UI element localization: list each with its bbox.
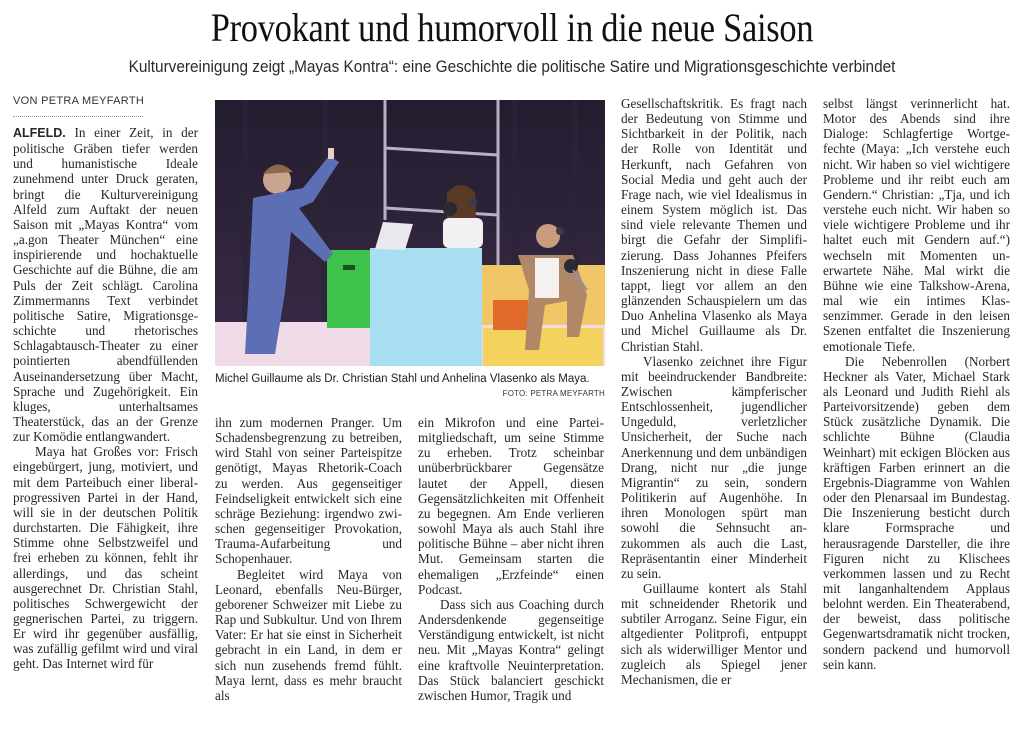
stage-photo-illustration	[215, 100, 605, 366]
photo-credit: FOTO: PETRA MEYFARTH	[502, 389, 605, 398]
article-column-4	[621, 96, 807, 687]
paragraph: Gesellschaftskritik. Es fragt nach der Bedeutung von Stimme und Sichtbarkeit in der Politik, nach der Rolle von Identität und Herkunft, nach Gefahren von Social Media und geht auch der Frage nach, wie viel Idealismus in einem System möglich ist. Das sind viele relevante Themen und birgt die Gefahr der Simplifizierung. Dass Johannes Pfeifers Inszenierung nicht in diese Falle tappt, liegt vor allem an den glänzenden Schauspielern um das Duo Anhelina Vlasenko als Maya und Michel Guillaume als Dr. Christian Stahl.	[621, 96, 807, 354]
article-column-1	[13, 125, 198, 672]
paragraph: Begleitet wird Maya von Leonard, ebenfalls Neu-Bürger, geborener Schweizer mit Liebe zu Rap und Subkultur. Und von Ihrem Vater: Er hat sie einst in Sicherheit gebracht in ein Land, in dem er sich nun zusehends fremd fühlt. Maya lernt, dass es mehr braucht als	[215, 566, 402, 703]
byline-divider	[13, 116, 143, 117]
paragraph: selbst längst verinnerlicht hat. Motor des Abends sind ihre Dialoge: Schlagfertige Wortgefechte (Maya: „Ich verstehe euch nicht. Wir haben so viel wichtigere Probleme und ihr reibt euch am Gendern.“ Christian: „Tja, und ich verstehe euch nicht. Wir haben so viele wichtigere Probleme und ihr haltet euch mit Gendern auf.“) wechseln mit Momenten unerwartete Nähe. Mal wirkt die Bühne wie eine Talkshow-Arena, mal wie ein intimes Klassenzimmer. Gerade in den leisen Szenen entfaltet die Inszenierung emotionale Tiefe.	[823, 96, 1010, 354]
caption-text: Michel Guillaume als Dr. Christian Stahl und Anhelina Vlasenko als Maya.	[215, 373, 590, 385]
paragraph: Vlasenko zeichnet ihre Figur mit beeindruckender Bandbreite: Zwischen kämpferischer Entschlossenheit, jugendlicher Ungeduld, verletzlicher Unsicherheit, der Suche nach Anerkennung und dem unbändigen Drang, nicht nur „die junge Migrantin“ zu sein, sondern Politikerin auf Augenhöhe. In ihren Monologen spürt man sowohl die Sehnsucht anzukommen als auch die Last, Repräsentantin einer Minderheit zu sein.	[621, 353, 807, 581]
article-column-2	[215, 415, 402, 703]
photo-caption	[215, 372, 605, 398]
dateline: ALFELD.	[13, 126, 66, 140]
paragraph: Dass sich aus Coaching durch Andersdenkende gegenseitige Verständigung entwickelt, ist nicht neu. Mit „Mayas Kontra“ gelingt eine kraftvolle Neuinterpretation. Das Stück balanciert geschickt zwischen Humor, Tragik und	[418, 596, 604, 703]
paragraph: ein Mikrofon und eine Parteimitgliedschaft, um seine Stimme zu erheben. Trotz scheinbar unüberbrückbarer Gegensätze lautet der Appell, diesen Gegensätzlichkeiten mit Offenheit zu begegnen. Am Ende verlieren sowohl Maya als auch Stahl ihre politische Bühne – aber nicht ihren Mut. Gemeinsam starten die ehemaligen „Erzfeinde“ einen Podcast.	[418, 415, 604, 597]
paragraph	[13, 125, 198, 444]
headline: Provokant und humorvoll in die neue Saison	[210, 5, 814, 50]
subheadline: Kulturvereinigung zeigt „Mayas Kontra“: eine Geschichte die politische Satire und Migrationsgeschichte verbindet	[128, 58, 896, 76]
article-column-3	[418, 415, 604, 703]
article-column-5	[823, 96, 1010, 672]
stage-photo	[215, 100, 605, 366]
paragraph-text: In einer Zeit, in der politische Gräben tiefer werden und humanistische Ideale zunehmend unter Druck geraten, bringt die Kulturvereinigung Alfeld zum Auftakt der neuen Saison mit „Mayas Kontra“ vom „a.gon Theater München“ eine inspirierende und hochaktuelle Geschichte auf die Bühne, die am Puls der Zeit schlägt. Carolina Zimmermanns Text verbindet politische Satire, Migrationsgeschichte und rhetorisches Schlagabtausch-Theater zu einer pointierten abendfüllenden Auseinandersetzung über Macht, Sprache und Zugehörigkeit. Ein kluges, unterhaltsames Theaterstück, das an der Grenze zur Komödie entlangwandert.	[13, 125, 198, 445]
byline: VON PETRA MEYFARTH	[13, 95, 145, 107]
paragraph: ihn zum modernen Pranger. Um Schadensbegrenzung zu betreiben, wird Stahl von seiner Parteispitze genötigt, Mayas Rhetorik-Coach zu werden. Aus gegenseitiger Feindseligkeit entwickelt sich eine schräge Beziehung: irgendwo zwischen gegenseitiger Provokation, Trauma-Aufarbeitung und Schopenhauer.	[215, 415, 402, 567]
paragraph: Guillaume kontert als Stahl mit schneidender Rhetorik und subtiler Arroganz. Seine Figur, ein altgedienter Politprofi, entpuppt sich als widerwilliger Mentor und zugleich als Spiegel jener Mechanismen, die er	[621, 581, 807, 687]
paragraph: Die Nebenrollen (Norbert Heckner als Vater, Michael Stark als Leonard und Judith Riehl als Parteivorsitzende) geben dem Stück zusätzliche Dynamik. Die schlichte Bühne (Claudia Weinhart) mit eckigen Blöcken aus kräftigen Farben erinnert an die Ergebnis-Diagramme von Wahlen oder den Plenarsaal im Bundestag. Die Inszenierung besticht durch klare Formsprache und herausragende Darsteller, die ihre Figuren nicht zu Klischees verkommen lassen und zu Recht mit langanhaltendem Applaus belohnt werden. Ein Theaterabend, der beweist, dass politische Gegenwartsdramatik nicht trocken, sondern packend und humorvoll sein kann.	[823, 353, 1010, 672]
paragraph: Maya hat Großes vor: Frisch eingebürgert, jung, motiviert, und mit dem Parteibuch einer liberal-progressiven Partei in der Hand, will sie in der deutschen Politik durchstarten. Die Fähigkeit, ihre Stimme ohne Selbstzweifel und frei erheben zu können, fehlt ihr allerdings, und das scheint ausgerechnet Dr. Christian Stahl, politisches Schwergewicht der gegnerischen Partei, zu triggern. Er wird ihr gegenüber ausfällig, was zufällig gefilmt wird und viral geht. Das Internet wird für	[13, 444, 198, 672]
